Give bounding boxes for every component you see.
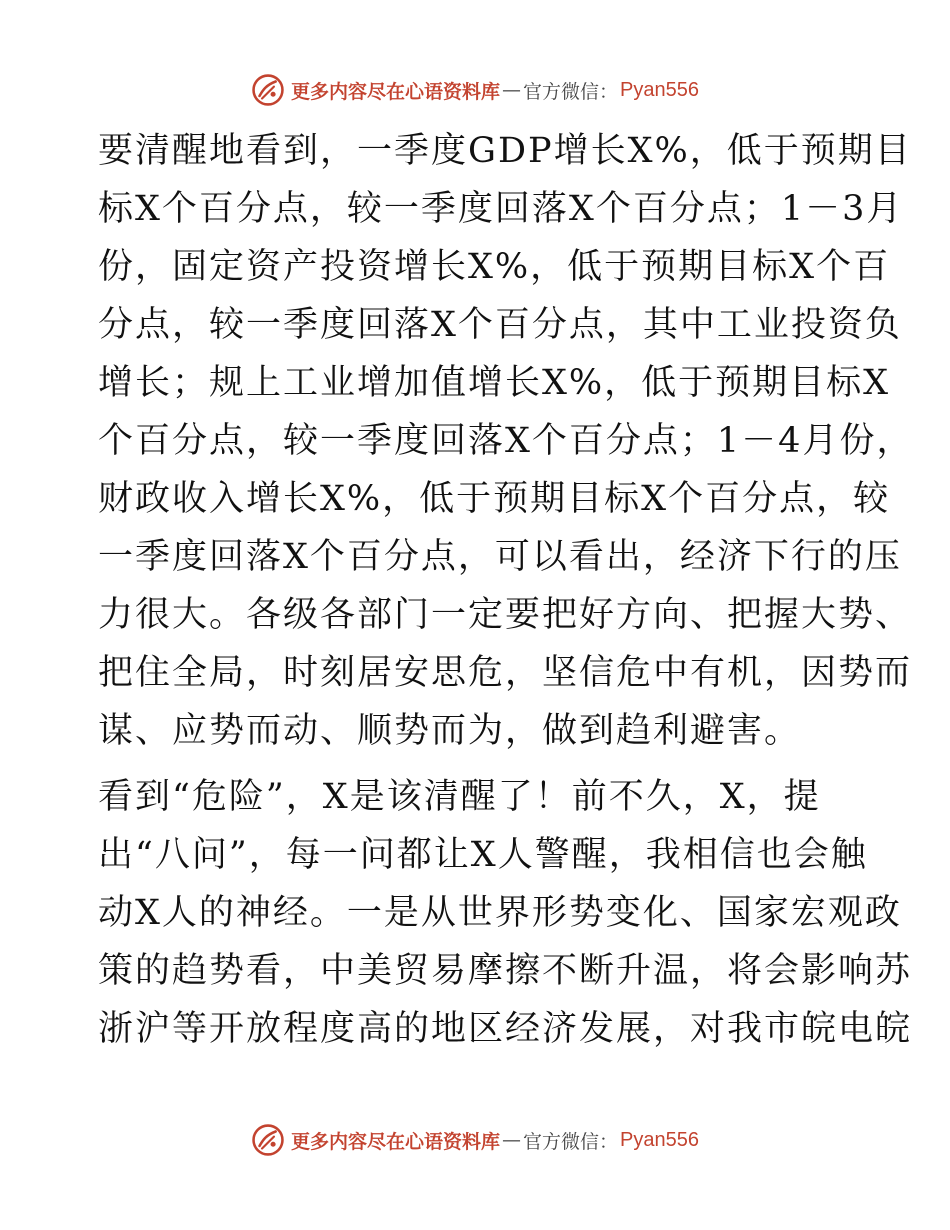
text-line: 一季度回落X个百分点，可以看出，经济下行的压	[98, 537, 902, 577]
text-line: 个百分点，较一季度回落X个百分点；1－4月份，	[98, 421, 914, 461]
text-line: 谋、应势而动、顺势而为，做到趋利避害。	[98, 711, 802, 751]
text-line: 动X人的神经。一是从世界形势变化、国家宏观政	[98, 893, 902, 933]
paragraph-2	[98, 768, 913, 1058]
logo-icon	[251, 73, 285, 107]
banner-wechat-id: Pyan556	[620, 1128, 699, 1151]
text-line: 份，固定资产投资增长X%，低于预期目标X个百	[98, 247, 891, 287]
logo-icon	[251, 1123, 285, 1157]
text-line: 分点，较一季度回落X个百分点，其中工业投资负	[98, 305, 902, 345]
paragraph-1	[98, 122, 914, 760]
text-line: 看到“危险”，X是该清醒了！前不久，X，提	[98, 777, 821, 817]
banner-dash: —	[502, 1129, 522, 1151]
document-body	[98, 122, 914, 1058]
text-line: 把住全局，时刻居安思危，坚信危中有机，因势而	[98, 653, 913, 693]
banner-main-text: 更多内容尽在心语资料库	[291, 1130, 501, 1153]
text-line: 力很大。各级各部门一定要把好方向、把握大势、	[98, 595, 913, 635]
text-line: 出“八问”，每一问都让X人警醒，我相信也会触	[98, 835, 868, 875]
text-line: 标X个百分点，较一季度回落X个百分点；1－3月	[98, 189, 904, 229]
text-line: 策的趋势看，中美贸易摩擦不断升温，将会影响苏	[98, 951, 913, 991]
banner-wechat-label: 官方微信：	[523, 80, 619, 103]
text-line: 要清醒地看到，一季度GDP增长X%，低于预期目	[98, 131, 912, 171]
banner-wechat-id: Pyan556	[620, 78, 699, 101]
header-banner	[0, 70, 950, 110]
banner-dash: —	[502, 79, 522, 101]
text-line: 增长；规上工业增加值增长X%，低于预期目标X	[98, 363, 891, 403]
text-line: 浙沪等开放程度高的地区经济发展，对我市皖电皖	[98, 1009, 913, 1049]
banner-wechat-label: 官方微信：	[523, 1130, 619, 1153]
banner-main-text: 更多内容尽在心语资料库	[291, 80, 501, 103]
footer-banner	[0, 1120, 950, 1160]
text-line: 财政收入增长X%，低于预期目标X个百分点，较	[98, 479, 891, 519]
